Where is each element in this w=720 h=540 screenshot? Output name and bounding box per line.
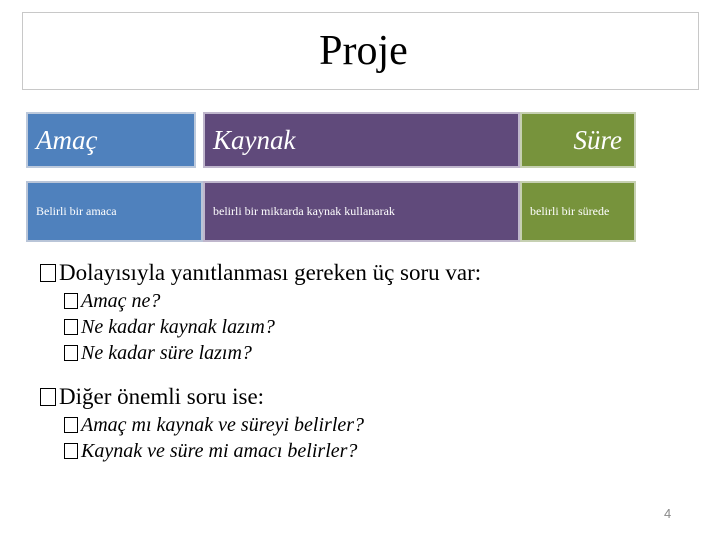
page-number: 4 — [664, 506, 672, 521]
bullet-list — [40, 258, 481, 464]
desc-cell-kaynak: belirli bir miktarda kaynak kullanarak — [203, 181, 520, 242]
header-cell-amac: Amaç — [26, 112, 196, 168]
bullet-glyph-icon — [40, 388, 56, 406]
desc-cell-amac: Belirli bir amaca — [26, 181, 203, 242]
sub-bullet-item — [64, 288, 481, 314]
sub-bullet-item — [64, 314, 481, 340]
bullet-text: Dolayısıyla yanıtlanması gereken üç soru var: — [59, 260, 482, 285]
slide-title: Proje — [319, 28, 408, 74]
sub-bullet-text: Kaynak ve süre mi amacı belirler? — [81, 440, 358, 462]
bullet-glyph-icon — [64, 345, 78, 361]
header-cell-sure: Süre — [520, 112, 636, 168]
sub-bullet-text: Amaç ne? — [81, 290, 161, 312]
sub-bullet-item — [64, 340, 481, 366]
bullet-glyph-icon — [64, 443, 78, 459]
bullet-item — [40, 382, 481, 412]
desc-cell-sure: belirli bir sürede — [520, 181, 636, 242]
bullet-item — [40, 258, 481, 288]
sub-bullet-text: Amaç mı kaynak ve süreyi belirler? — [81, 414, 365, 436]
bullet-glyph-icon — [40, 264, 56, 282]
sub-bullet-item — [64, 412, 481, 438]
bullet-text: Diğer önemli soru ise: — [59, 384, 265, 409]
header-cell-kaynak: Kaynak — [203, 112, 520, 168]
bullet-glyph-icon — [64, 319, 78, 335]
bullet-glyph-icon — [64, 417, 78, 433]
sub-bullet-text: Ne kadar süre lazım? — [81, 342, 252, 364]
title-box — [22, 12, 699, 90]
sub-bullet-text: Ne kadar kaynak lazım? — [81, 316, 275, 338]
sub-bullet-item — [64, 438, 481, 464]
bullet-glyph-icon — [64, 293, 78, 309]
